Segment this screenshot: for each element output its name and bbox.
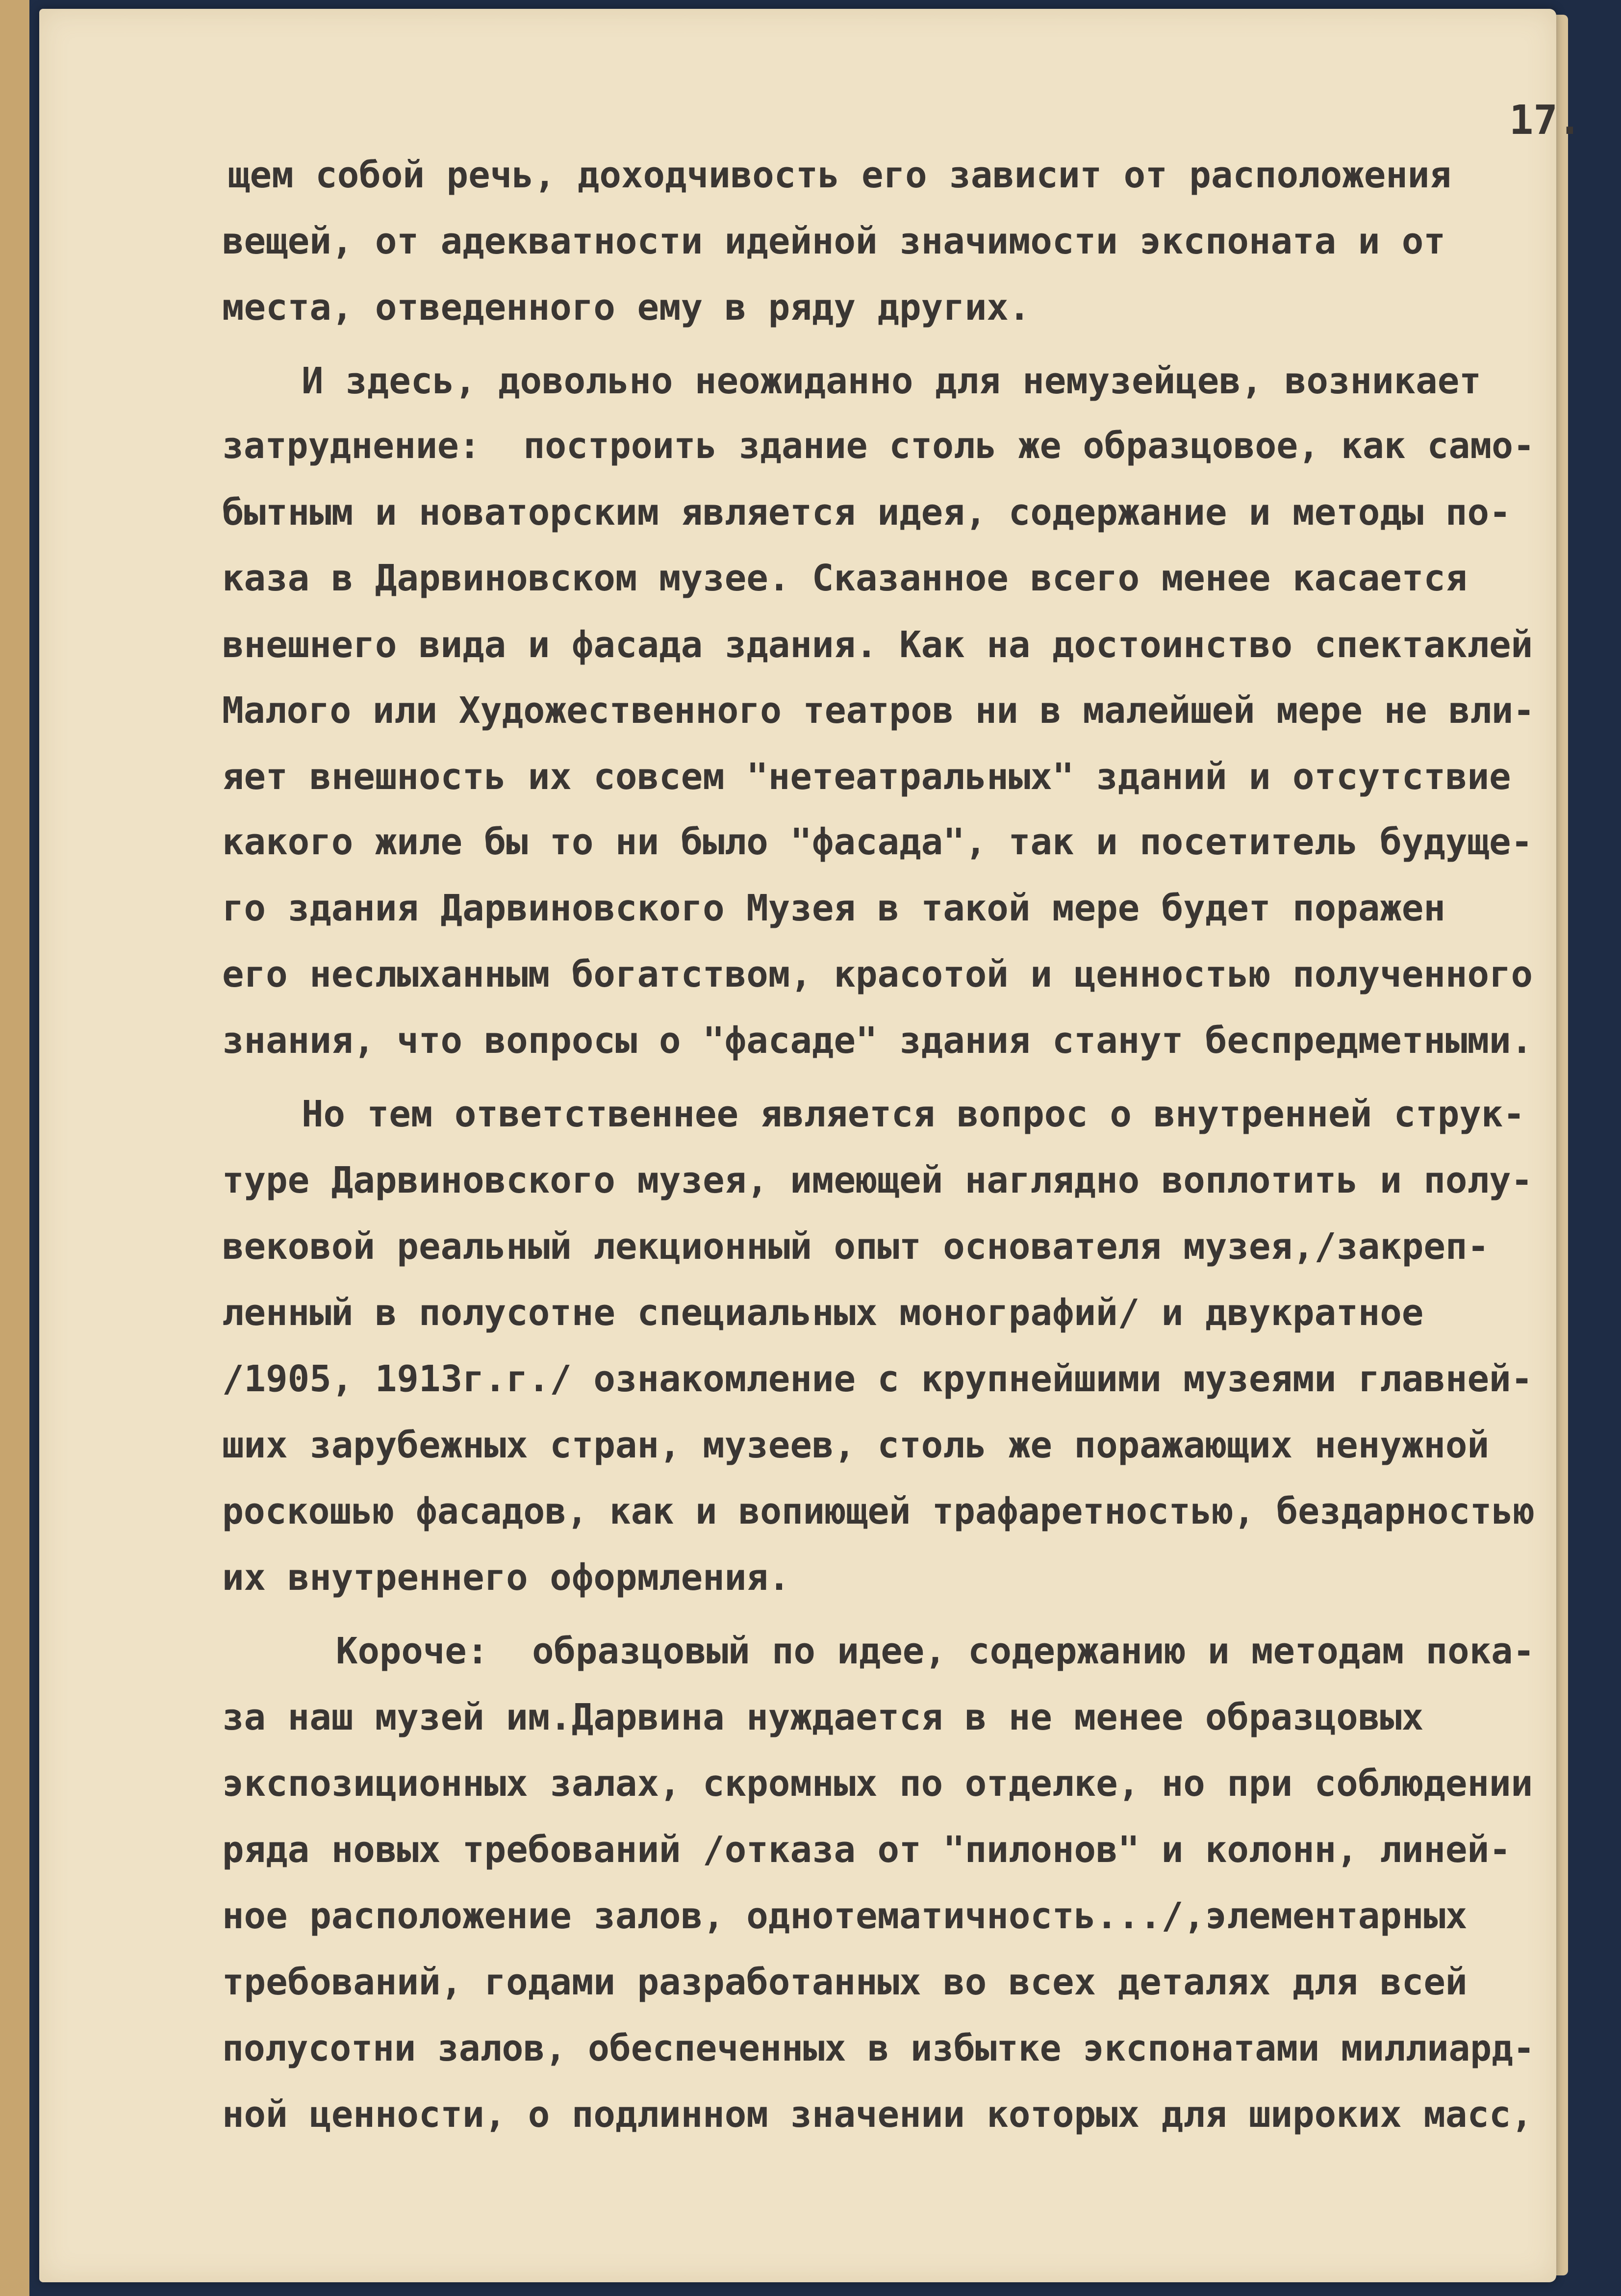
text-line: внешнего вида и фасада здания. Как на достоинство спектаклей [222, 624, 1533, 666]
text-line: ленный в полусотне специальных монографий/ и двукратное [222, 1292, 1424, 1334]
text-line: Малого или Художественного театров ни в малейшей мере не вли- [222, 689, 1535, 732]
binding-edge [0, 0, 29, 2296]
text-line: его неслыханным богатством, красотой и ценностью полученного [222, 953, 1533, 995]
text-line: каза в Дарвиновском музее. Сказанное всего менее касается [222, 557, 1468, 599]
text-line: вещей, от адекватности идейной значимости экспоната и от [222, 220, 1445, 262]
text-line: знания, что вопросы о "фасаде" здания станут беспредметными. [222, 1020, 1533, 1062]
text-line: полусотни залов, обеспеченных в избытке экспонатами миллиард- [222, 2027, 1535, 2069]
text-line: их внутреннего оформления. [222, 1556, 790, 1599]
text-line: вековой реальный лекционный опыт основателя музея,/закреп- [222, 1225, 1490, 1268]
text-line: ной ценности, о подлинном значении которых для широких масс, [222, 2093, 1533, 2136]
page-edge [1556, 15, 1568, 2275]
text-line: го здания Дарвиновского Музея в такой мере будет поражен [222, 887, 1445, 929]
text-line: /1905, 1913г.г./ ознакомление с крупнейшими музеями главней- [222, 1358, 1533, 1400]
text-line: экспозиционных залах, скромных по отделке, но при соблюдении [222, 1762, 1533, 1805]
text-line: туре Дарвиновского музея, имеющей наглядно воплотить и полу- [222, 1159, 1533, 1201]
text-line: щем собой речь, доходчивость его зависит от расположения [228, 154, 1451, 196]
text-line: яет внешность их совсем "нетеатральных" зданий и отсутствие [222, 756, 1511, 798]
text-line: какого жиле бы то ни было "фасада", так и посетитель будуще- [222, 821, 1533, 863]
text-line: затруднение: построить здание столь же образцовое, как само- [222, 425, 1535, 467]
text-line: ряда новых требований /отказа от "пилонов" и колонн, линей- [222, 1829, 1511, 1871]
text-line: места, отведенного ему в ряду других. [222, 286, 1031, 329]
page-number: 17. [1509, 97, 1582, 144]
text-line: Короче: образцовый по идее, содержанию и методам пока- [336, 1630, 1535, 1672]
text-line: ших зарубежных стран, музеев, столь же поражающих ненужной [222, 1424, 1490, 1466]
text-line: бытным и новаторским является идея, содержание и методы по- [222, 491, 1511, 534]
text-line: И здесь, довольно неожиданно для немузейцев, возникает [302, 360, 1481, 402]
text-line: роскошью фасадов, как и вопиющей трафаретностью, бездарностью [222, 1490, 1535, 1532]
text-line: Но тем ответственнее является вопрос о внутренней струк- [302, 1093, 1525, 1135]
text-line: за наш музей им.Дарвина нуждается в не менее образцовых [222, 1696, 1424, 1738]
text-line: требований, годами разработанных во всех деталях для всей [222, 1961, 1468, 2003]
typewritten-page [39, 9, 1582, 2282]
text-line: ное расположение залов, однотематичность.../,элементарных [222, 1895, 1468, 1937]
